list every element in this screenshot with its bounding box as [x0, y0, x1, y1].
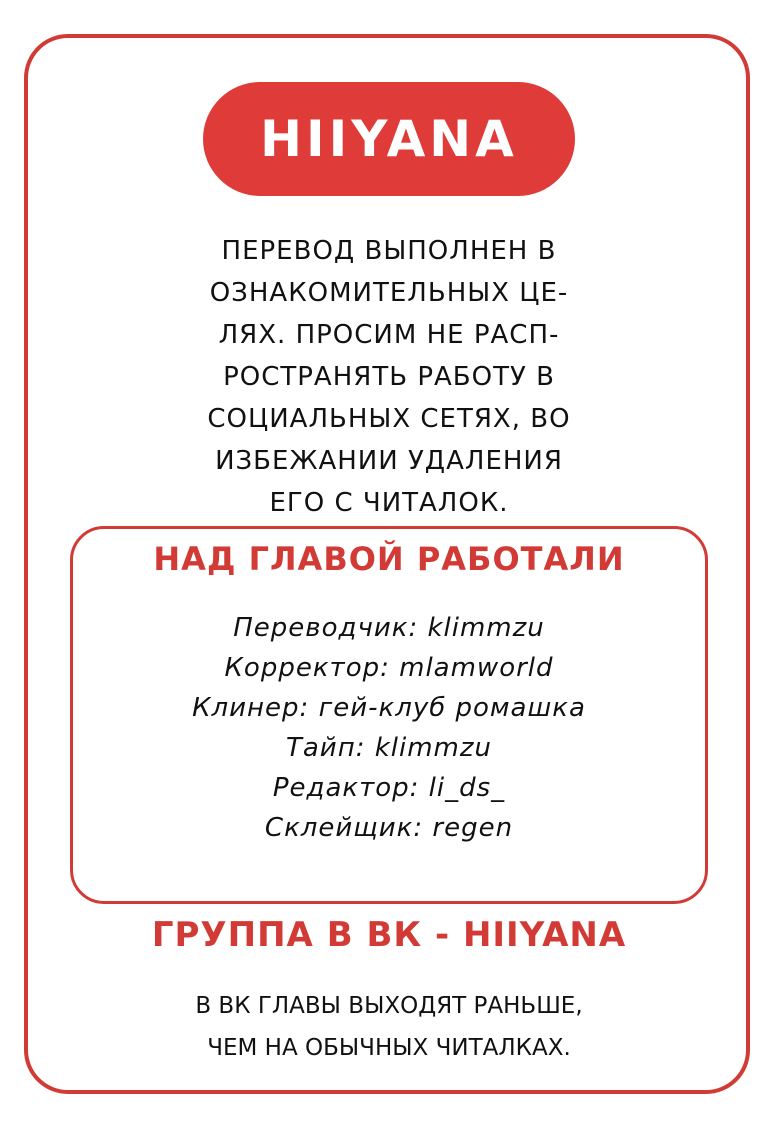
credit-merger: Склейщик: regen	[264, 813, 514, 843]
vk-note	[100, 985, 678, 1069]
credit-translator: Переводчик: klimmzu	[233, 613, 545, 643]
vk-group-title: ГРУППА В ВК - HIIYANA	[151, 915, 627, 955]
credit-typesetter: Тайп: klimmzu	[285, 733, 493, 763]
notice-line: ПЕРЕВОД ВЫПОЛНЕН В	[221, 236, 557, 266]
notice-line: ЕГО С ЧИТАЛОК.	[269, 488, 509, 518]
credit-cleaner: Клинер: гей-клуб ромашка	[192, 693, 586, 723]
credits-title: НАД ГЛАВОЙ РАБОТАЛИ	[153, 540, 625, 578]
notice-line: РОСТРАНЯТЬ РАБОТУ В	[223, 362, 555, 392]
notice-text	[150, 230, 628, 524]
credits-list	[100, 608, 678, 848]
logo-text: HIIYANA	[260, 110, 518, 168]
notice-line: ОЗНАКОМИТЕЛЬНЫХ ЦЕ-	[209, 278, 569, 308]
vk-note-line: В ВК ГЛАВЫ ВЫХОДЯТ РАНЬШЕ,	[195, 993, 583, 1019]
credit-editor: Редактор: li_ds_	[272, 773, 506, 803]
notice-line: ИЗБЕЖАНИИ УДАЛЕНИЯ	[215, 446, 563, 476]
notice-line: СОЦИАЛЬНЫХ СЕТЯХ, ВО	[207, 404, 571, 434]
notice-line: ЛЯХ. ПРОСИМ НЕ РАСП-	[218, 320, 560, 350]
credit-proofreader: Корректор: mlamworld	[224, 653, 554, 683]
vk-note-line: ЧЕМ НА ОБЫЧНЫХ ЧИТАЛКАХ.	[207, 1035, 571, 1061]
logo-badge	[203, 82, 575, 196]
